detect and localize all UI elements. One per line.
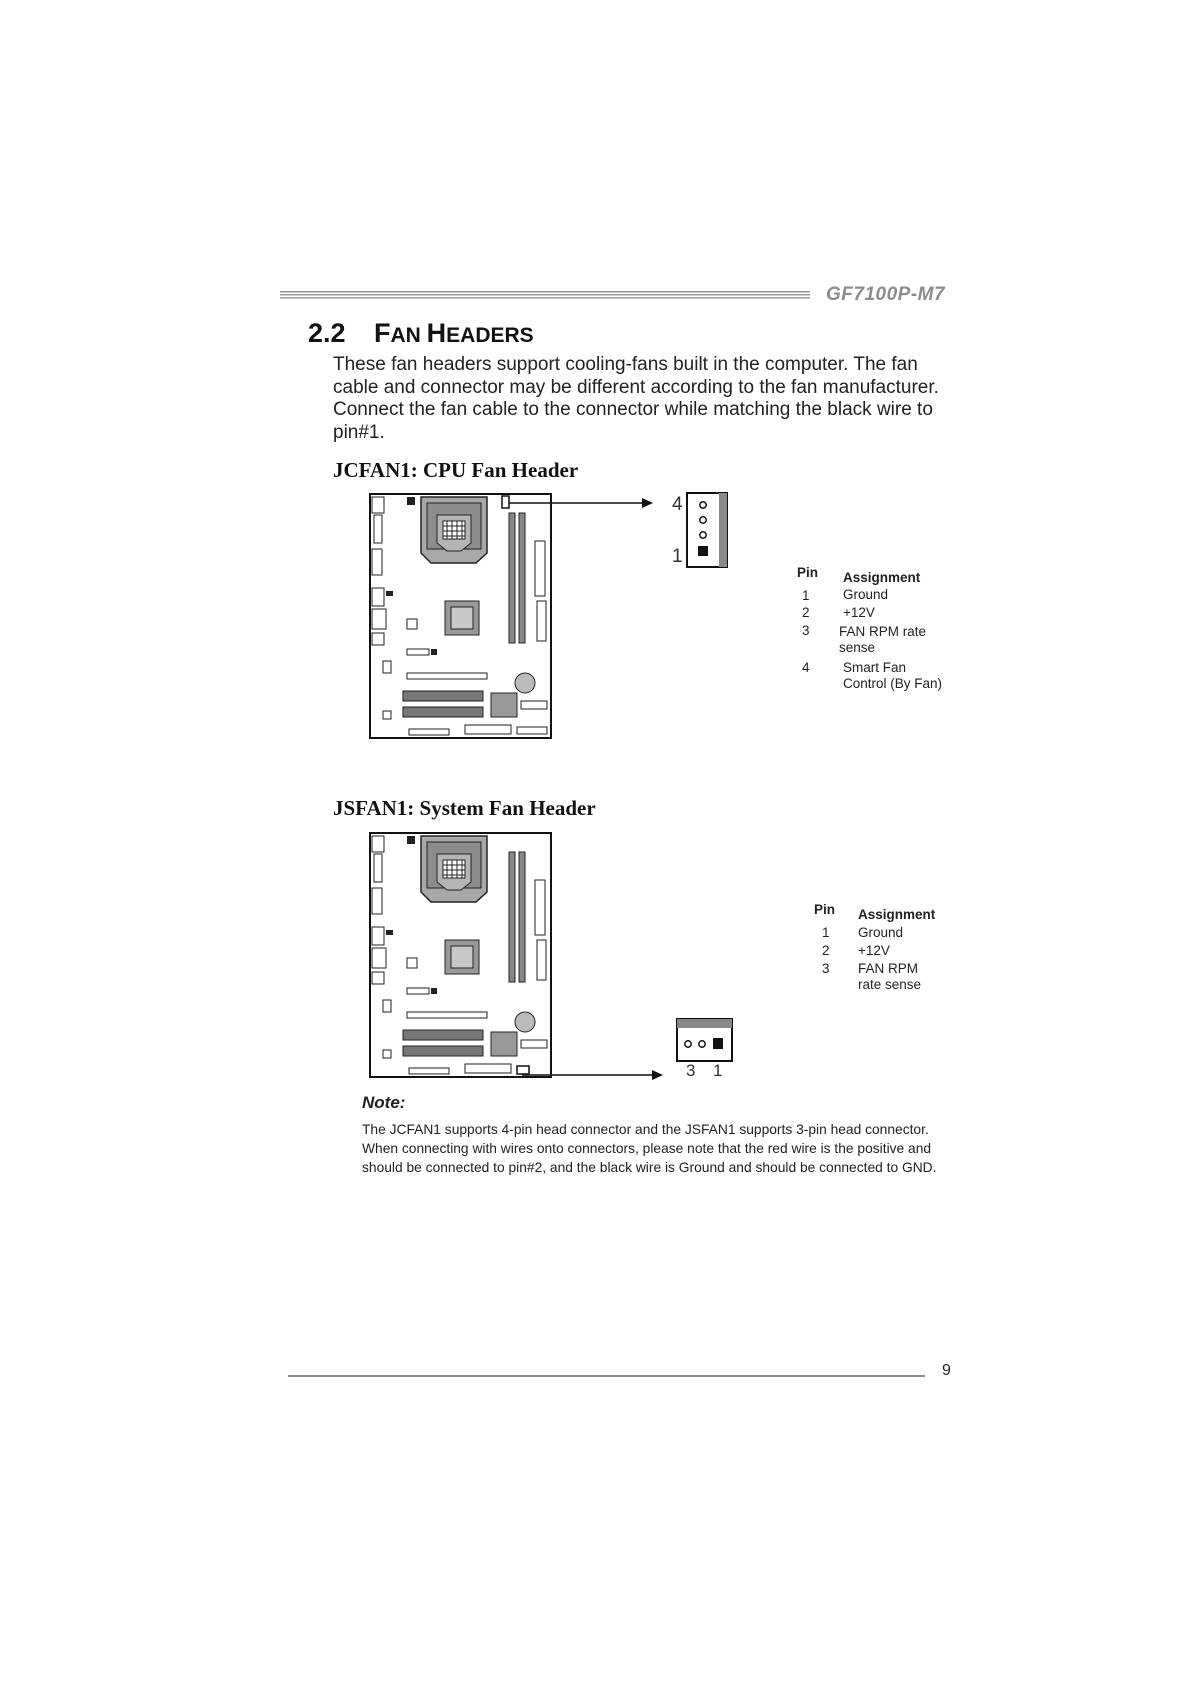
sys-fan-connector bbox=[676, 1018, 733, 1062]
table-cell-pin: 1 bbox=[822, 925, 830, 940]
footer-rule bbox=[288, 1375, 925, 1377]
section-number: 2.2 bbox=[308, 318, 346, 348]
table-cell-assignment: Ground bbox=[858, 925, 904, 940]
assignment-header: Assignment bbox=[843, 570, 921, 585]
pin-header: Pin bbox=[797, 565, 819, 580]
table-cell-pin: 2 bbox=[802, 605, 810, 620]
table-cell-assignment: +12V bbox=[843, 605, 875, 620]
table-cell-assignment: FAN RPM rate sense bbox=[839, 624, 927, 655]
pin-header: Pin bbox=[814, 902, 836, 917]
sys-fan-title: JSFAN1: System Fan Header bbox=[333, 796, 596, 820]
cpu-fan-connector bbox=[686, 492, 728, 568]
sys-fan-arrow bbox=[522, 1067, 664, 1083]
motherboard-diagram-system bbox=[369, 832, 552, 1078]
intro-paragraph: These fan headers support cooling-fans built in the computer. The fan cable and connector may be different according to the fan manufacturer. Connect the fan cable to the connector while matching the black wire to pin#1. bbox=[333, 354, 939, 443]
cpu-fan-pin-table bbox=[797, 565, 997, 705]
sys-fan-pin-table bbox=[814, 902, 994, 1002]
table-cell-assignment: Smart Fan Control (By Fan) bbox=[843, 660, 943, 691]
table-cell-assignment: FAN RPM rate sense bbox=[858, 961, 922, 992]
table-cell-pin: 1 bbox=[802, 588, 810, 603]
header-rule bbox=[280, 291, 810, 300]
cpu-fan-title: JCFAN1: CPU Fan Header bbox=[333, 458, 579, 482]
table-cell-pin: 4 bbox=[802, 660, 810, 675]
page-number: 9 bbox=[942, 1362, 951, 1379]
table-cell-assignment: +12V bbox=[858, 943, 890, 958]
table-cell-pin: 2 bbox=[822, 943, 830, 958]
table-cell-pin: 3 bbox=[802, 623, 810, 638]
note-text: The JCFAN1 supports 4-pin head connector and the JSFAN1 supports 3-pin head connector. When connecting with wires onto connectors, please note that the red wire is the positive and should be connected to pin#2, and the black wire is Ground and should be connected to GND. bbox=[362, 1122, 937, 1175]
table-cell-pin: 3 bbox=[822, 961, 830, 976]
motherboard-diagram-cpu bbox=[369, 493, 552, 739]
assignment-header: Assignment bbox=[858, 907, 936, 922]
model-name: GF7100P-M7 bbox=[826, 284, 946, 305]
cpu-fan-label-bottom: 1 bbox=[672, 546, 683, 567]
table-cell-assignment: Ground bbox=[843, 587, 889, 602]
sys-fan-label-right: 1 bbox=[713, 1061, 723, 1080]
cpu-fan-label-top: 4 bbox=[672, 494, 683, 515]
note-title: Note: bbox=[362, 1093, 406, 1112]
sys-fan-label-left: 3 bbox=[686, 1061, 696, 1080]
cpu-fan-arrow bbox=[509, 495, 654, 511]
section-title: 2.2 FAN HEADERS bbox=[308, 318, 534, 348]
